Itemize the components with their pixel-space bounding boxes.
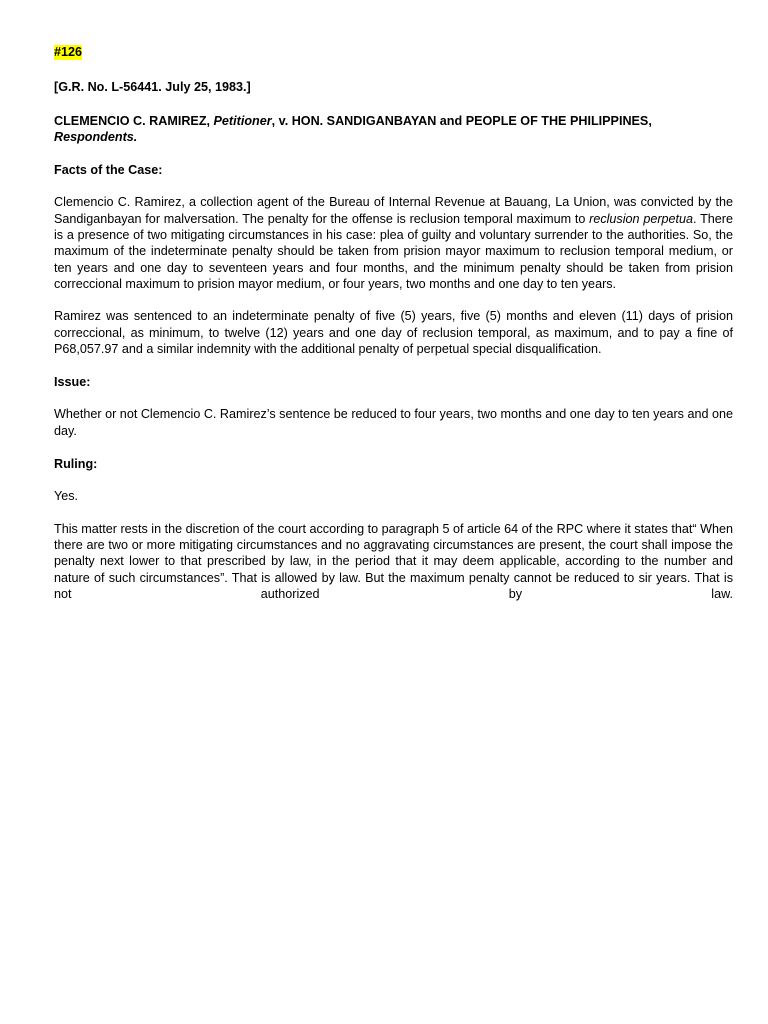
petitioner-name: CLEMENCIO C. RAMIREZ, [54,113,214,128]
issue-heading: Issue: [54,375,91,390]
ruling-heading: Ruling: [54,457,98,472]
facts-paragraph-1 [54,194,733,292]
facts-p1-part-b: . There is a presence of two mitigating circumstances in his case: plea of guilty and voluntary surrender to the authorities. So, the maximum of the indeterminate penalty should be taken from prision mayor maximum to reclusion temporal medium, or ten years and one day to seventeen years and four months, and the minimum penalty should be taken from prision correccional maximum to prision mayor medium, or four years, two months and one day to ten years. [54,211,733,291]
gr-citation: [G.R. No. L-56441. July 25, 1983.] [54,80,251,95]
versus-respondents: , v. HON. SANDIGANBAYAN and PEOPLE OF THE PHILIPPINES, [271,113,652,128]
facts-heading: Facts of the Case: [54,163,163,178]
document-page [54,44,733,602]
ruling-text: This matter rests in the discretion of the court according to paragraph 5 of article 64 of the RPC where it states that“ When there are two or more mitigating circumstances and no aggravating circumstances are present, the court shall impose the penalty next lower to that prescribed by law, in the period that it may deem applicable, according to the number and nature of such circumstances”. That is allowed by law. But the maximum penalty cannot be reduced to sir years. That is not authorized by law. [54,521,733,601]
facts-p1-italic: reclusion perpetua [589,211,694,226]
facts-p1-part-a: Clemencio C. Ramirez, a collection agent of the Bureau of Internal Revenue at Bauang, La Union, was convicted by the Sandiganbayan for malversation. The penalty for the offense is reclusion temporal maximum to [54,195,733,226]
ruling-answer: Yes. [54,489,79,504]
respondent-role: Respondents. [54,129,138,144]
case-number-line [54,44,733,60]
petitioner-role: Petitioner [213,113,272,128]
case-number: #126 [54,45,83,59]
case-parties [54,113,733,146]
facts-paragraph-2: Ramirez was sentenced to an indeterminate penalty of five (5) years, five (5) months and eleven (11) days of prision correccional, as minimum, to twelve (12) years and one day of reclusion temporal, as maximum, and to pay a fine of P68,057.97 and a similar indemnity with the additional penalty of perpetual special disqualification. [54,309,733,356]
issue-text: Whether or not Clemencio C. Ramirez’s sentence be reduced to four years, two months and one day to ten years and one day. [54,407,733,438]
